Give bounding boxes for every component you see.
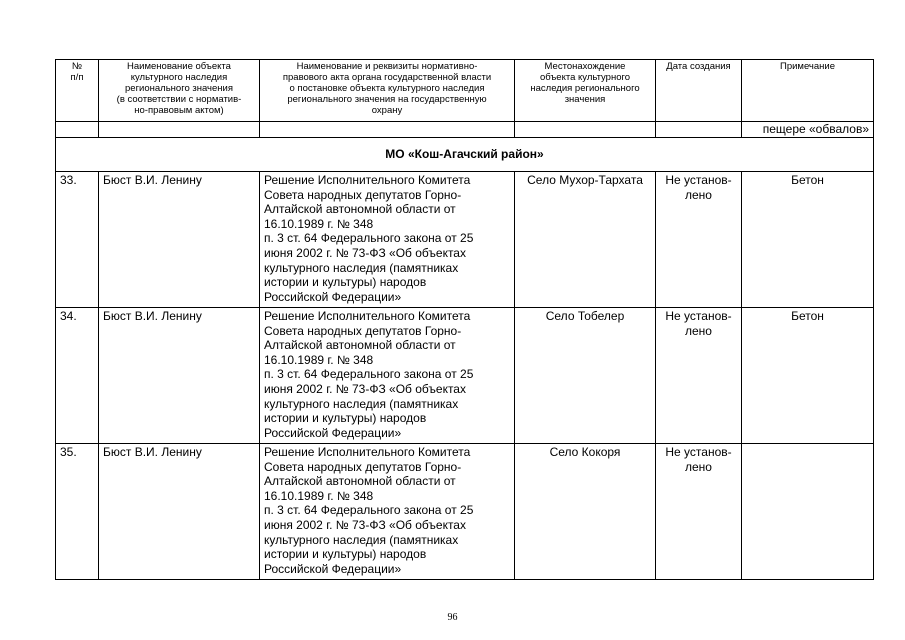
act-line: п. 3 ст. 64 Федерального закона от 25: [264, 367, 474, 382]
header-date: [656, 60, 742, 122]
act-line: истории и культуры) народов: [264, 411, 427, 426]
act-line: июня 2002 г. № 73-ФЗ «Об объектах: [264, 517, 466, 532]
header-line: (в соответствии с норматив-: [116, 94, 242, 105]
header-line: Наименование и реквизиты нормативно-: [296, 61, 478, 72]
act-line: 16.10.1989 г. № 348: [264, 488, 374, 503]
act-line: Российской Федерации»: [264, 425, 402, 440]
table-row: [56, 308, 874, 444]
page-number: 96: [447, 612, 458, 623]
act-line: июня 2002 г. № 73-ФЗ «Об объектах: [264, 245, 466, 260]
header-act: [260, 60, 515, 122]
cell-empty: [56, 122, 99, 138]
object-name: Бюст В.И. Ленину: [99, 172, 260, 308]
act-line: 16.10.1989 г. № 348: [264, 352, 374, 367]
continuation-note: пещере «обвалов»: [742, 122, 874, 138]
act-line: п. 3 ст. 64 Федерального закона от 25: [264, 231, 474, 246]
header-line: наследия регионального: [530, 83, 640, 94]
act-line: Совета народных депутатов Горно-: [264, 323, 462, 338]
date-line: лено: [685, 323, 712, 338]
creation-date: [656, 444, 742, 580]
header-line: Примечание: [780, 61, 835, 72]
header-line: Дата создания: [666, 61, 731, 72]
header-line: №: [71, 61, 83, 72]
header-line: о постановке объекта культурного наследия: [289, 83, 485, 94]
section-row: [56, 138, 874, 172]
object-note: Бетон: [742, 308, 874, 444]
object-location: Село Кокоря: [515, 444, 656, 580]
object-location: Село Мухор-Тархата: [515, 172, 656, 308]
row-number: 34.: [56, 308, 99, 444]
creation-date: [656, 172, 742, 308]
cell-empty: [260, 122, 515, 138]
date-line: лено: [685, 187, 712, 202]
act-line: Решение Исполнительного Комитета: [264, 309, 471, 323]
act-line: Совета народных депутатов Горно-: [264, 459, 462, 474]
act-line: истории и культуры) народов: [264, 275, 427, 290]
act-line: Алтайской автономной области от: [264, 338, 456, 353]
object-note: [742, 444, 874, 580]
header-line: Местонахождение: [544, 61, 626, 72]
object-location: Село Тобелер: [515, 308, 656, 444]
creation-date: [656, 308, 742, 444]
row-number: 33.: [56, 172, 99, 308]
header-line: значения: [564, 94, 606, 105]
object-name: Бюст В.И. Ленину: [99, 444, 260, 580]
legal-act: [260, 444, 515, 580]
act-line: Решение Исполнительного Комитета: [264, 445, 471, 459]
header-line: Наименование объекта: [127, 61, 231, 72]
row-number: 35.: [56, 444, 99, 580]
table-header-row: [56, 60, 874, 122]
legal-act: [260, 172, 515, 308]
date-line: Не установ-: [665, 445, 732, 459]
heritage-table: [55, 59, 874, 580]
header-num: [56, 60, 99, 122]
act-line: истории и культуры) народов: [264, 547, 427, 562]
header-note: [742, 60, 874, 122]
act-line: культурного наследия (памятниках: [264, 396, 459, 411]
header-line: объекта культурного: [539, 72, 631, 83]
header-name: [99, 60, 260, 122]
cell-empty: [656, 122, 742, 138]
act-line: Российской Федерации»: [264, 289, 402, 304]
date-line: Не установ-: [665, 173, 732, 187]
act-line: культурного наследия (памятниках: [264, 532, 459, 547]
act-line: культурного наследия (памятниках: [264, 260, 459, 275]
act-line: Алтайской автономной области от: [264, 474, 456, 489]
table-row: [56, 444, 874, 580]
cell-empty: [515, 122, 656, 138]
object-note: Бетон: [742, 172, 874, 308]
act-line: 16.10.1989 г. № 348: [264, 216, 374, 231]
act-line: Решение Исполнительного Комитета: [264, 173, 471, 187]
date-line: лено: [685, 459, 712, 474]
header-line: но-правовым актом): [134, 105, 224, 116]
header-line: п/п: [70, 72, 84, 83]
table-row: [56, 172, 874, 308]
act-line: июня 2002 г. № 73-ФЗ «Об объектах: [264, 381, 466, 396]
act-line: Совета народных депутатов Горно-: [264, 187, 462, 202]
header-line: охрану: [371, 105, 403, 116]
section-title: МО «Кош-Агачский район»: [56, 138, 874, 172]
header-line: регионального значения на государственную: [287, 94, 487, 105]
header-line: правового акта органа государственной власти: [282, 72, 492, 83]
act-line: Алтайской автономной области от: [264, 202, 456, 217]
header-location: [515, 60, 656, 122]
legal-act: [260, 308, 515, 444]
header-line: культурного наследия: [130, 72, 228, 83]
header-line: регионального значения: [125, 83, 233, 94]
date-line: Не установ-: [665, 309, 732, 323]
cell-empty: [99, 122, 260, 138]
act-line: п. 3 ст. 64 Федерального закона от 25: [264, 503, 474, 518]
continuation-row: [56, 122, 874, 138]
object-name: Бюст В.И. Ленину: [99, 308, 260, 444]
act-line: Российской Федерации»: [264, 561, 402, 576]
